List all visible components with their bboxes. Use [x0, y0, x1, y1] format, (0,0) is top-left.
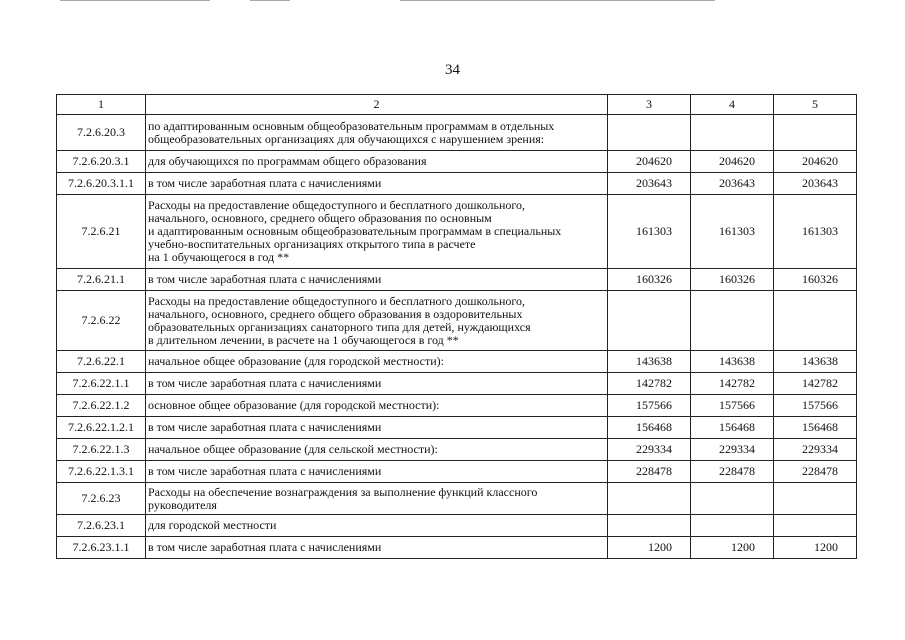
row-description-cell: Расходы на обеспечение вознаграждения за выполнение функций классного руководителя	[146, 483, 608, 515]
row-code-cell: 7.2.6.21.1	[57, 269, 146, 291]
table-row	[57, 417, 857, 439]
table-row	[57, 373, 857, 395]
row-value-col4-cell: 156468	[691, 417, 774, 439]
row-description-cell: для обучающихся по программам общего образования	[146, 151, 608, 173]
row-value-col4-cell: 228478	[691, 461, 774, 483]
column-header-2: 2	[146, 95, 608, 115]
scan-edge-line-right	[400, 0, 715, 1]
row-code-cell: 7.2.6.23	[57, 483, 146, 515]
row-value-col5-cell: 143638	[774, 351, 857, 373]
column-header-3: 3	[608, 95, 691, 115]
row-value-col4-cell	[691, 515, 774, 537]
table-row	[57, 151, 857, 173]
row-value-col3-cell: 142782	[608, 373, 691, 395]
row-code-cell: 7.2.6.22.1	[57, 351, 146, 373]
row-code-cell: 7.2.6.22.1.2.1	[57, 417, 146, 439]
table-row	[57, 351, 857, 373]
page-number: 34	[445, 62, 460, 78]
table-header-row	[57, 95, 857, 115]
row-value-col5-cell	[774, 291, 857, 351]
row-value-col3-cell: 228478	[608, 461, 691, 483]
column-header-4: 4	[691, 95, 774, 115]
row-value-col3-cell: 204620	[608, 151, 691, 173]
row-description-cell: в том числе заработная плата с начислениями	[146, 417, 608, 439]
row-value-col4-cell: 229334	[691, 439, 774, 461]
table-row	[57, 173, 857, 195]
table-row	[57, 439, 857, 461]
budget-norms-table	[56, 94, 857, 559]
row-value-col5-cell	[774, 483, 857, 515]
table-row	[57, 515, 857, 537]
row-value-col4-cell	[691, 115, 774, 151]
row-value-col3-cell: 203643	[608, 173, 691, 195]
table-body	[57, 115, 857, 559]
table-row	[57, 115, 857, 151]
row-code-cell: 7.2.6.22	[57, 291, 146, 351]
row-code-cell: 7.2.6.20.3.1	[57, 151, 146, 173]
row-value-col5-cell: 203643	[774, 173, 857, 195]
row-code-cell: 7.2.6.22.1.3	[57, 439, 146, 461]
row-value-col3-cell: 157566	[608, 395, 691, 417]
row-value-col4-cell: 160326	[691, 269, 774, 291]
row-value-col5-cell: 229334	[774, 439, 857, 461]
row-value-col3-cell: 229334	[608, 439, 691, 461]
row-value-col4-cell: 142782	[691, 373, 774, 395]
row-code-cell: 7.2.6.22.1.2	[57, 395, 146, 417]
row-description-cell: начальное общее образование (для сельской местности):	[146, 439, 608, 461]
row-value-col5-cell	[774, 515, 857, 537]
row-value-col5-cell: 161303	[774, 195, 857, 269]
row-description-cell: начальное общее образование (для городской местности):	[146, 351, 608, 373]
row-code-cell: 7.2.6.23.1	[57, 515, 146, 537]
row-code-cell: 7.2.6.22.1.3.1	[57, 461, 146, 483]
row-code-cell: 7.2.6.23.1.1	[57, 537, 146, 559]
row-value-col3-cell	[608, 115, 691, 151]
scan-edge-line-left	[60, 0, 210, 1]
table-row	[57, 483, 857, 515]
row-code-cell: 7.2.6.21	[57, 195, 146, 269]
row-value-col4-cell: 1200	[691, 537, 774, 559]
table-row	[57, 395, 857, 417]
row-value-col3-cell: 1200	[608, 537, 691, 559]
row-value-col3-cell: 160326	[608, 269, 691, 291]
table-row	[57, 461, 857, 483]
row-description-cell: Расходы на предоставление общедоступного и бесплатного дошкольного, начального, основного, среднего общего образования в оздоровительных образовательных организациях санаторного типа для детей, нуждающихся в длительном лечении, в расчете на 1 обучающегося в год **	[146, 291, 608, 351]
row-value-col3-cell: 161303	[608, 195, 691, 269]
row-value-col3-cell: 143638	[608, 351, 691, 373]
row-code-cell: 7.2.6.22.1.1	[57, 373, 146, 395]
row-description-cell: для городской местности	[146, 515, 608, 537]
row-value-col4-cell	[691, 483, 774, 515]
row-code-cell: 7.2.6.20.3	[57, 115, 146, 151]
scan-edge-line-mid	[250, 0, 290, 1]
table-row	[57, 291, 857, 351]
column-header-1: 1	[57, 95, 146, 115]
row-value-col4-cell: 204620	[691, 151, 774, 173]
row-value-col3-cell: 156468	[608, 417, 691, 439]
row-value-col4-cell: 161303	[691, 195, 774, 269]
row-description-cell: Расходы на предоставление общедоступного и бесплатного дошкольного, начального, основного, среднего общего образования по основным и адаптированным основным общеобразовательным программам в специальных учебно-воспитательных организациях открытого типа в расчете на 1 обучающегося в год **	[146, 195, 608, 269]
table-row	[57, 195, 857, 269]
row-description-cell: в том числе заработная плата с начислениями	[146, 269, 608, 291]
row-value-col4-cell	[691, 291, 774, 351]
row-description-cell: в том числе заработная плата с начислениями	[146, 537, 608, 559]
row-description-cell: в том числе заработная плата с начислениями	[146, 461, 608, 483]
row-value-col5-cell: 160326	[774, 269, 857, 291]
table-row	[57, 269, 857, 291]
row-description-cell: по адаптированным основным общеобразовательным программам в отдельных общеобразовательных организациях для обучающихся с нарушением зрения:	[146, 115, 608, 151]
row-description-cell: в том числе заработная плата с начислениями	[146, 173, 608, 195]
row-value-col4-cell: 203643	[691, 173, 774, 195]
row-value-col3-cell	[608, 291, 691, 351]
row-code-cell: 7.2.6.20.3.1.1	[57, 173, 146, 195]
row-value-col5-cell: 228478	[774, 461, 857, 483]
row-value-col5-cell: 1200	[774, 537, 857, 559]
row-description-cell: в том числе заработная плата с начислениями	[146, 373, 608, 395]
row-value-col3-cell	[608, 515, 691, 537]
column-header-5: 5	[774, 95, 857, 115]
row-description-cell: основное общее образование (для городской местности):	[146, 395, 608, 417]
row-value-col5-cell: 157566	[774, 395, 857, 417]
row-value-col4-cell: 157566	[691, 395, 774, 417]
row-value-col5-cell: 204620	[774, 151, 857, 173]
row-value-col3-cell	[608, 483, 691, 515]
row-value-col5-cell: 142782	[774, 373, 857, 395]
row-value-col5-cell	[774, 115, 857, 151]
row-value-col4-cell: 143638	[691, 351, 774, 373]
table-row	[57, 537, 857, 559]
row-value-col5-cell: 156468	[774, 417, 857, 439]
